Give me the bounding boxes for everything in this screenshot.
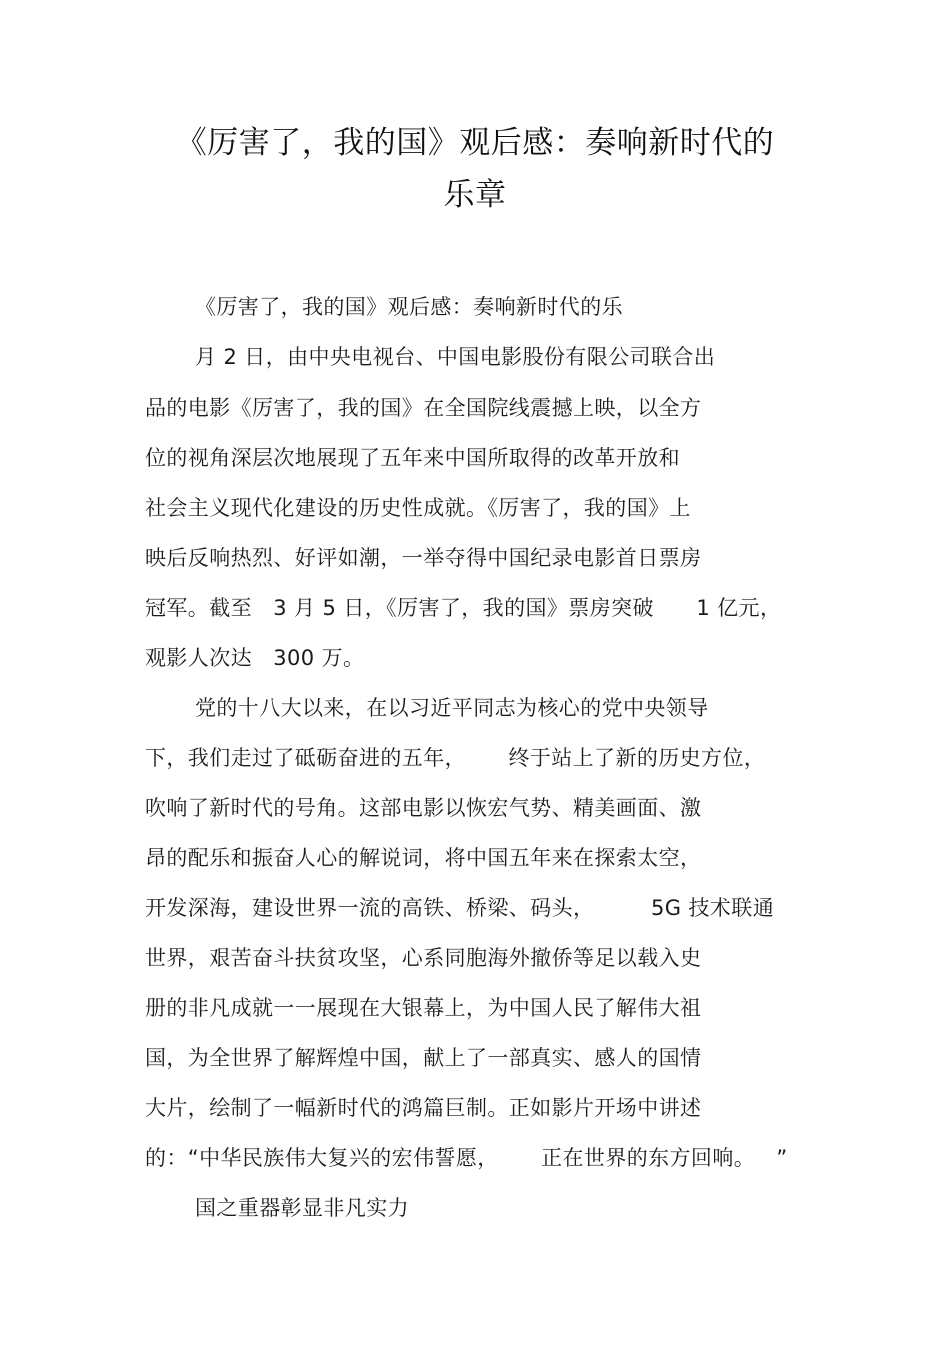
paragraph-line-10: 下，我们走过了砥砺奋进的五年， 终于站上了新的历史方位，	[145, 746, 766, 770]
paragraph-line-7: 冠军。截至 3 月 5 日，《厉害了，我的国》票房突破 1 亿元，	[145, 596, 782, 620]
paragraph-line-14: 世界，艰苦奋斗扶贫攻坚，心系同胞海外撤侨等足以载入史	[145, 946, 702, 970]
paragraph-line-15: 册的非凡成就一一展现在大银幕上，为中国人民了解伟大祖	[145, 996, 702, 1020]
paragraph-line-8: 观影人次达 300 万。	[145, 646, 365, 670]
document-title-line-1: 《厉害了，我的国》观后感：奏响新时代的	[175, 125, 775, 161]
paragraph-line-2: 月 2 日，由中央电视台、中国电影股份有限公司联合出	[195, 345, 716, 369]
paragraph-line-11: 吹响了新时代的号角。这部电影以恢宏气势、精美画面、激	[145, 796, 702, 820]
paragraph-line-13: 开发深海，建设世界一流的高铁、桥梁、码头， 5G 技术联通	[145, 896, 775, 920]
paragraph-line-1: 《厉害了，我的国》观后感：奏响新时代的乐	[195, 295, 623, 319]
paragraph-line-4: 位的视角深层次地展现了五年来中国所取得的改革开放和	[145, 446, 680, 470]
paragraph-line-9: 党的十八大以来，在以习近平同志为核心的党中央领导	[195, 696, 709, 720]
paragraph-line-6: 映后反响热烈、好评如潮，一举夺得中国纪录电影首日票房	[145, 546, 702, 570]
paragraph-line-17: 大片，绘制了一幅新时代的鸿篇巨制。正如影片开场中讲述	[145, 1096, 702, 1120]
section-heading: 国之重器彰显非凡实力	[195, 1196, 409, 1220]
paragraph-line-3: 品的电影《厉害了，我的国》在全国院线震撼上映，以全方	[145, 396, 702, 420]
paragraph-line-16: 国，为全世界了解辉煌中国，献上了一部真实、感人的国情	[145, 1046, 702, 1070]
paragraph-line-5: 社会主义现代化建设的历史性成就。《厉害了，我的国》上	[145, 496, 691, 520]
paragraph-line-18: 的：“中华民族伟大复兴的宏伟誓愿， 正在世界的东方回响。 ”	[145, 1146, 788, 1170]
paragraph-line-12: 昂的配乐和振奋人心的解说词，将中国五年来在探索太空，	[145, 846, 702, 870]
document-title-line-2: 乐章	[443, 177, 507, 213]
